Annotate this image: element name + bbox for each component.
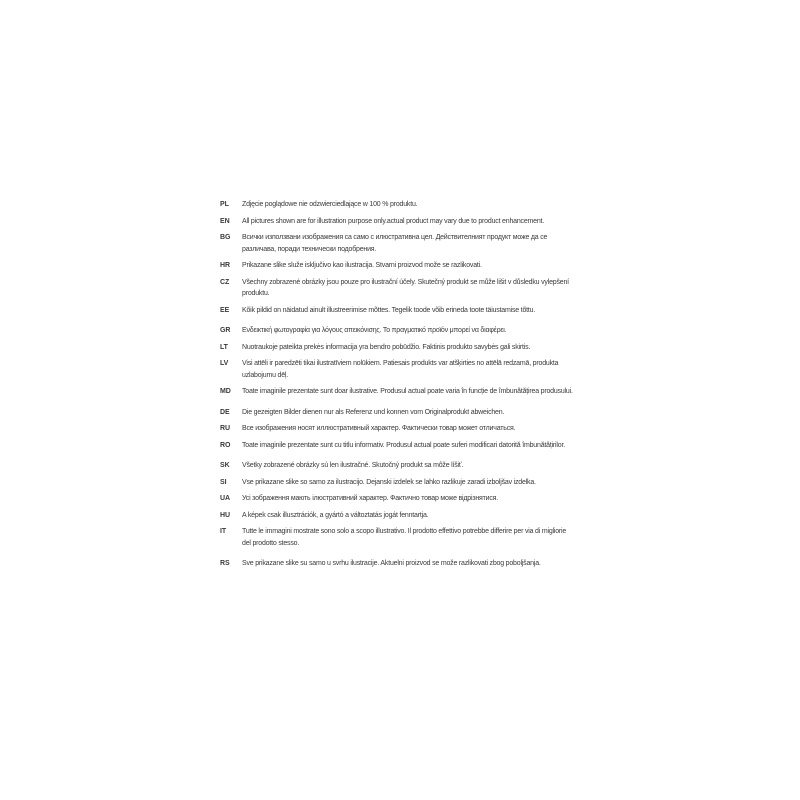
language-code-label: BG bbox=[220, 234, 231, 241]
language-code-label: EE bbox=[220, 306, 230, 314]
disclaimer-text: Sve prikazane slike su samo u svrhu ilustracije. Aktuelni proizvod se može razlikovati zbog poboljšanja. bbox=[242, 560, 541, 567]
disclaimer-row bbox=[220, 477, 574, 489]
disclaimer-text: Všetky zobrazené obrázky sú len ilustračné. Skutočný produkt sa môže líšiť. bbox=[242, 462, 464, 469]
language-code-label: PL bbox=[220, 201, 229, 208]
disclaimer-row bbox=[220, 493, 574, 505]
disclaimer-row bbox=[220, 423, 574, 435]
disclaimer-row bbox=[220, 558, 574, 570]
disclaimer-text: Prikazane slike služe isključivo kao ilustracija. Stvarni proizvod može se razlikovati. bbox=[242, 262, 482, 269]
disclaimer-text: Všechny zobrazené obrázky jsou pouze pro ilustrační účely. Skutečný produkt se může lišit v důsledku vylepšení produktu. bbox=[242, 278, 569, 297]
disclaimer-row bbox=[220, 277, 574, 300]
language-code-label: HR bbox=[220, 262, 230, 269]
language-code-label: IT bbox=[220, 528, 227, 535]
language-code-label: RU bbox=[220, 425, 230, 432]
disclaimer-row bbox=[220, 305, 574, 317]
disclaimer-text: Zdjęcie poglądowe nie odzwierciedlające w 100 % produktu. bbox=[242, 201, 418, 208]
language-section bbox=[220, 325, 574, 398]
disclaimer-text: Kõik pildid on näidatud ainult illustreerimise mõttes. Tegelik toode võib erineda toote täiustamise tõttu. bbox=[242, 306, 536, 314]
disclaimer-row bbox=[220, 199, 574, 211]
language-section bbox=[220, 460, 574, 549]
disclaimer-text: Tutte le immagini mostrate sono solo a scopo illustrativo. Il prodotto effettivo potrebbe differire per via di migliorie del prodotto stesso. bbox=[242, 528, 567, 547]
disclaimer-row bbox=[220, 260, 574, 272]
language-code-label: CZ bbox=[220, 278, 230, 286]
disclaimer-row bbox=[220, 440, 574, 452]
disclaimer-text: Усі зображення мають ілюстративний характер. Фактично товар може відрізнятися. bbox=[242, 495, 498, 502]
disclaimer-row bbox=[220, 407, 574, 419]
disclaimer-text: Toate imaginile prezentate sunt doar ilustrative. Produsul actual poate varia în funcție de îmbunătățirea produsului. bbox=[242, 388, 573, 395]
language-code-label: RS bbox=[220, 560, 230, 567]
disclaimer-text: All pictures shown are for illustration purpose only.actual product may vary due to product enhancement. bbox=[242, 217, 545, 225]
disclaimer-text: Все изображения носят иллюстративный характер. Фактически товар может отличаться. bbox=[242, 425, 516, 432]
disclaimer-row bbox=[220, 325, 574, 337]
language-code-label: EN bbox=[220, 217, 230, 225]
disclaimer-text: Die gezeigten Bilder dienen nur als Referenz und konnen vom Originalprodukt abweichen. bbox=[242, 408, 505, 416]
disclaimer-text: Toate imaginile prezentate sunt cu titlu informativ. Produsul actual poate suferi modificari datorită îmbunătățirilor. bbox=[242, 441, 565, 449]
disclaimer-text: Vse prikazane slike so samo za ilustracijo. Dejanski izdelek se lahko razlikuje zaradi izboljšav izdelka. bbox=[242, 478, 536, 486]
language-code-label: GR bbox=[220, 327, 231, 334]
language-code-label: SI bbox=[220, 478, 227, 486]
language-section bbox=[220, 199, 574, 316]
disclaimer-row bbox=[220, 232, 574, 255]
disclaimer-text: Visi attēli ir paredzēti tikai ilustratīviem nolūkiem. Patiesais produkts var atšķirties no attēlā redzamā, produkta uzlabojumu dēļ. bbox=[242, 360, 559, 379]
disclaimer-row bbox=[220, 510, 574, 522]
disclaimer-row bbox=[220, 216, 574, 228]
language-code-label: HU bbox=[220, 511, 230, 519]
disclaimer-row bbox=[220, 460, 574, 472]
disclaimer-text: Ενδεικτική φωτογραφία για λόγους απεικόνισης. Το πραγματικό προϊόν μπορεί να διαφέρει. bbox=[242, 327, 507, 334]
disclaimer-row bbox=[220, 526, 574, 549]
disclaimer-text: A képek csak illusztrációk, a gyártó a változtatás jogát fenntartja. bbox=[242, 511, 429, 519]
disclaimer-text: Nuotraukoje pateikta prekės informacija yra bendro pobūdžio. Faktinis produkto savybės gali skirtis. bbox=[242, 343, 531, 351]
disclaimer-row bbox=[220, 386, 574, 398]
disclaimer-text: Всички използвани изображения са само с илюстративна цел. Действителният продукт може да се различава, поради технически подобрения. bbox=[242, 234, 548, 253]
language-code-label: RO bbox=[220, 441, 231, 449]
language-code-label: SK bbox=[220, 462, 230, 469]
language-code-label: LT bbox=[220, 343, 228, 351]
disclaimer-row bbox=[220, 358, 574, 381]
language-code-label: LV bbox=[220, 360, 229, 367]
disclaimer-list bbox=[220, 199, 574, 575]
language-code-label: MD bbox=[220, 388, 231, 395]
disclaimer-row bbox=[220, 342, 574, 354]
language-code-label: UA bbox=[220, 495, 230, 502]
language-code-label: DE bbox=[220, 408, 230, 416]
language-section bbox=[220, 407, 574, 452]
language-section bbox=[220, 558, 574, 570]
